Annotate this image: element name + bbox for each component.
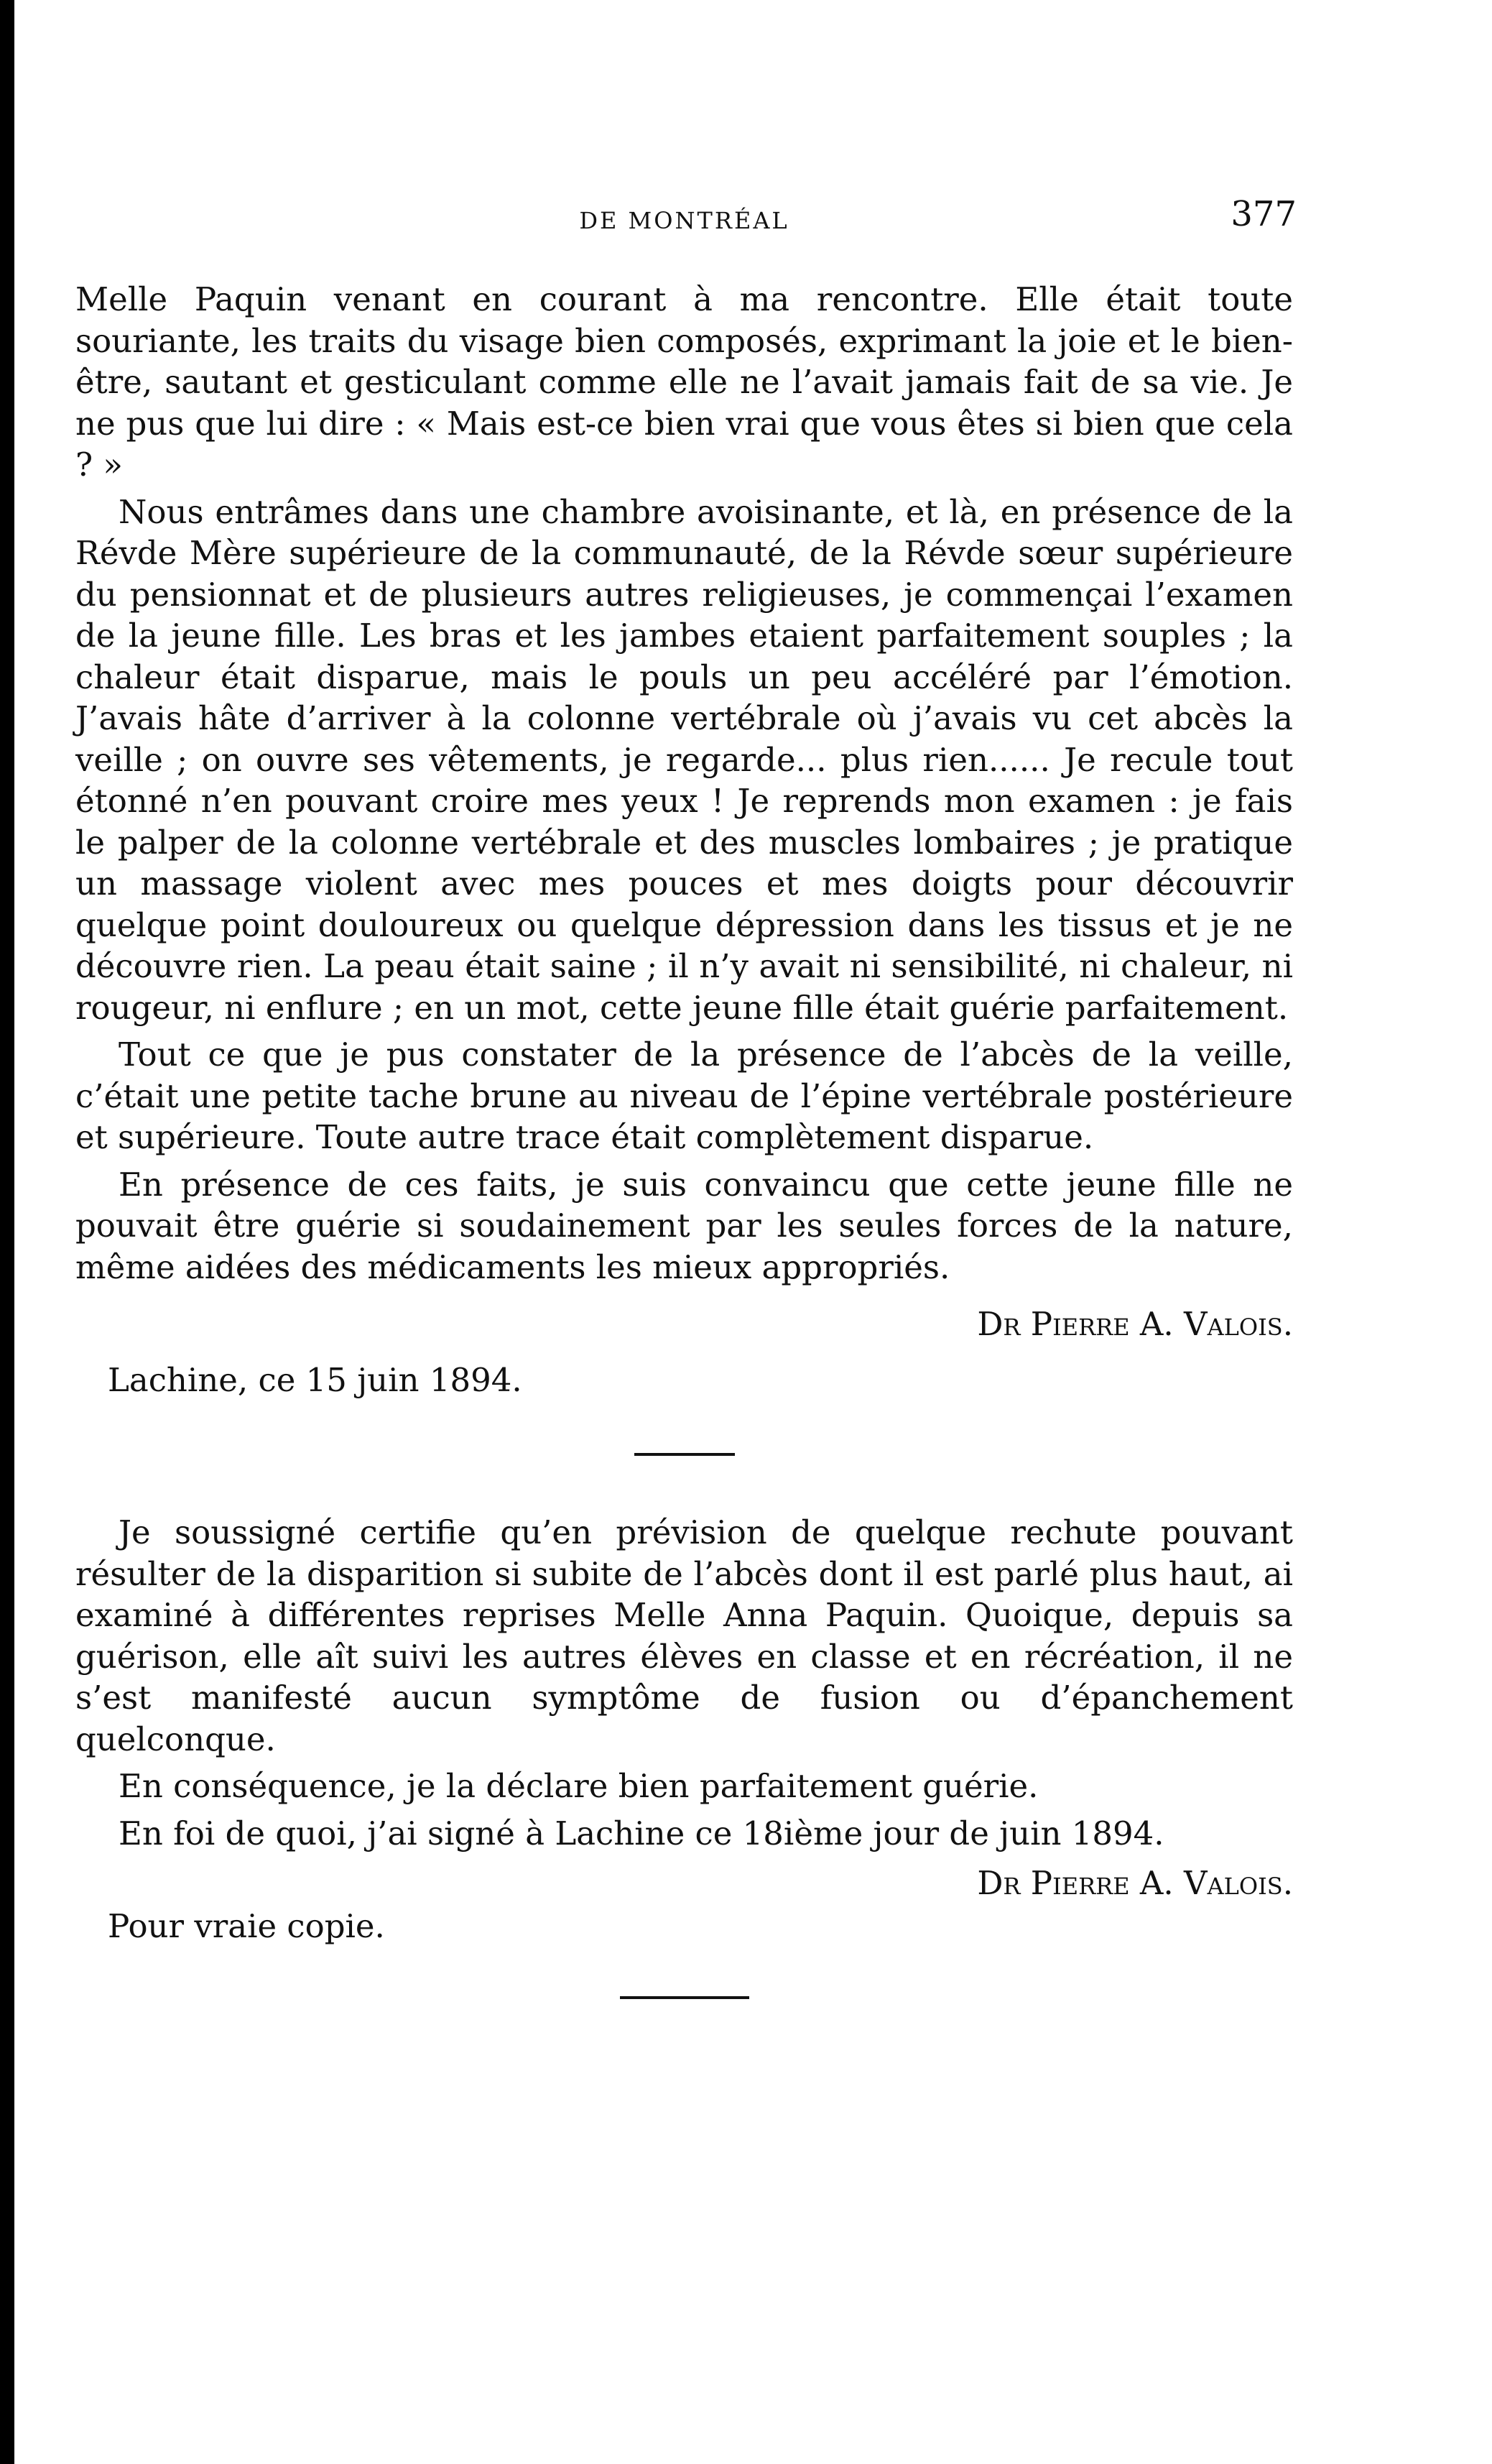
running-head <box>75 194 1297 244</box>
report-signature-block <box>75 1295 1293 1410</box>
certificate-paragraph-2: En conséquence, je la déclare bien parfaitement guérie. <box>119 1767 1039 1805</box>
book-spine-edge <box>0 0 14 2464</box>
report-place-date: Lachine, ce 15 juin 1894. <box>108 1361 522 1399</box>
running-title: DE MONTRÉAL <box>579 207 789 234</box>
certificate-signature: Dr Pierre A. Valois. <box>977 1864 1293 1902</box>
book-page <box>75 194 1297 1999</box>
certificate-paragraph-1: Je soussigné certifie qu’en prévision de quelque rechute pouvant résulter de la disparition si subite de l’abcès dont il est parlé plus haut, ai examiné à différentes reprises Melle Anna Paquin. Quoique, depuis sa guérison, elle aît suivi les autres élèves en classe et en récréation, il ne s’est manifesté aucun symptôme de fusion ou d’épanchement quelconque. <box>75 1513 1293 1758</box>
report-paragraph-3: Tout ce que je pus constater de la présence de l’abcès de la veille, c’était une petite tache brune au niveau de l’épine vertébrale postérieure et supérieure. Toute autre trace était complètement disparue. <box>75 1035 1293 1156</box>
copy-note: Pour vraie copie. <box>108 1907 385 1945</box>
report-paragraph-4: En présence de ces faits, je suis convaincu que cette jeune fille ne pouvait être guérie si soudainement par les seules forces de la nature, même aidées des médicaments les mieux appropriés. <box>75 1165 1293 1286</box>
certificate-paragraph-3: En foi de quoi, j’ai signé à Lachine ce 18ième jour de juin 1894. <box>119 1814 1164 1852</box>
report-paragraph-2: Nous entrâmes dans une chambre avoisinante, et là, en présence de la Révde Mère supérieure de la communauté, de la Révde sœur supérieure du pensionnat et de plusieurs autres religieuses, je commençai l’examen de la jeune fille. Les bras et les jambes etaient parfaitement souples ; la chaleur était disparue, mais le pouls un peu accéléré par l’émotion. J’avais hâte d’arriver à la colonne vertébrale où j’avais vu cet abcès la veille ; on ouvre ses vêtements, je regarde... plus rien...... Je recule tout étonné n’en pouvant croire mes yeux ! Je reprends mon examen : je fais le palper de la colonne vertébrale et des muscles lombaires ; je pratique un massage violent avec mes pouces et mes doigts pour découvrir quelque point douloureux ou quelque dépression dans les tissus et je ne découvre rien. La peau était saine ; il n’y avait ni sensibilité, ni chaleur, ni rougeur, ni enflure ; en un mot, cette jeune fille était guérie parfaitement. <box>75 492 1293 1027</box>
medical-report <box>75 279 1293 1410</box>
medical-certificate <box>75 1512 1293 1946</box>
certificate-signature-block <box>75 1860 1293 1946</box>
page-number: 377 <box>1231 194 1297 234</box>
report-signature: Dr Pierre A. Valois. <box>977 1305 1293 1343</box>
section-divider <box>634 1453 735 1456</box>
report-paragraph-1: Melle Paquin venant en courant à ma rencontre. Elle était toute souriante, les traits du visage bien composés, exprimant la joie et le bien-être, sautant et gesticulant comme elle ne l’avait jamais fait de sa vie. Je ne pus que lui dire : « Mais est-ce bien vrai que vous êtes si bien que cela ? » <box>75 280 1293 484</box>
end-divider <box>620 1996 749 1999</box>
